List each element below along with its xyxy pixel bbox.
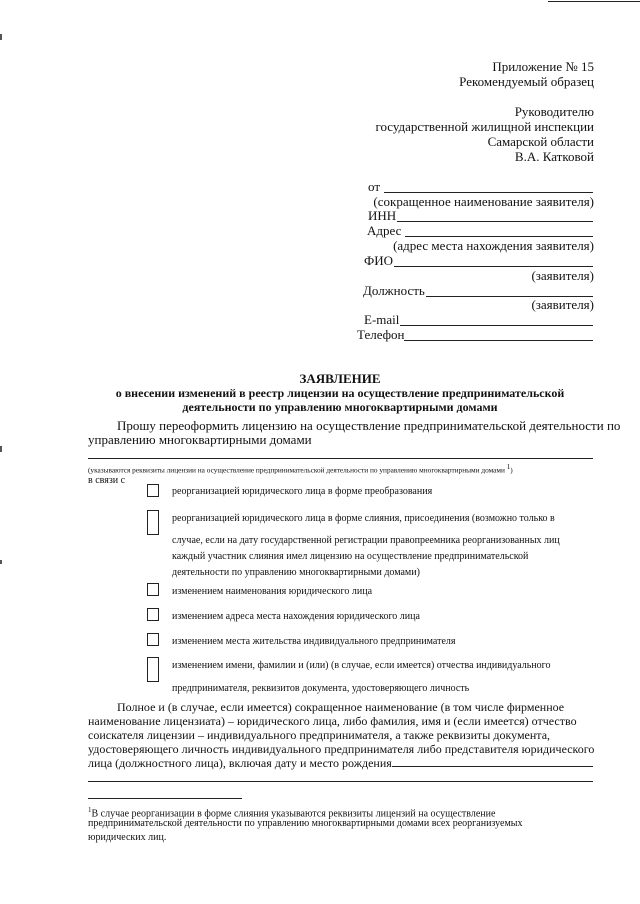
fullname-paragraph-line1: Полное и (в случае, если имеется) сокращенное наименование (в том числе фирменное: [117, 700, 565, 714]
license-details-hint: (указываются реквизиты лицензии на осуществление предпринимательской деятельности по управлению многоквартирными домами $^1$): [88, 463, 513, 475]
option-transformation: реорганизацией юридического лица в форме преобразования: [172, 486, 433, 497]
footnote-line3: юридических лиц.: [88, 832, 167, 843]
fio-label: ФИО: [364, 253, 394, 268]
option-merger-line3: каждый участник слияния имел лицензию на осуществление предпринимательской: [172, 551, 529, 562]
document-subtitle-line2: деятельности по управлению многоквартирными домами: [182, 400, 498, 414]
footnote-line2: предпринимательской деятельности по управлению многоквартирными домами всех реорганизуемых: [88, 818, 523, 829]
fullname-field-line1[interactable]: [392, 766, 593, 767]
email-label: E-mail: [364, 312, 400, 327]
scan-mark: [0, 446, 2, 452]
checkbox-name-change[interactable]: [147, 583, 159, 596]
checkbox-transformation[interactable]: [147, 484, 159, 497]
address-field[interactable]: [405, 236, 593, 237]
scan-top-line: [548, 1, 640, 2]
checkbox-fullname-change[interactable]: [147, 657, 159, 682]
option-merger-line2: случае, если на дату государственной регистрации правопреемника реорганизованных лиц: [172, 535, 560, 546]
addressee-name: В.А. Катковой: [514, 149, 594, 164]
addressee-region: Самарской области: [487, 134, 594, 149]
request-line2: управлению многоквартирными домами: [88, 432, 312, 447]
from-hint: (сокращенное наименование заявителя): [373, 194, 594, 209]
license-details-field[interactable]: [88, 458, 593, 459]
footnote-line1: $^1$В случае реорганизации в форме слияния указываются реквизиты лицензий на осуществление: [88, 806, 496, 820]
address-hint: (адрес места нахождения заявителя): [393, 238, 594, 253]
phone-field[interactable]: [404, 340, 593, 341]
sample-label: Рекомендуемый образец: [459, 74, 594, 89]
fullname-paragraph-line5: лица (должностного лица), включая дату и место рождения: [88, 756, 392, 770]
position-label: Должность: [363, 283, 425, 298]
checkbox-residence-change[interactable]: [147, 633, 159, 646]
inn-label: ИНН: [368, 208, 397, 223]
footnote-mark: 1: [88, 806, 92, 814]
request-line1: Прошу переоформить лицензию на осуществление предпринимательской деятельности по: [117, 418, 621, 433]
document-title: ЗАЯВЛЕНИЕ: [299, 371, 381, 386]
document-subtitle-line1: о внесении изменений в реестр лицензии на осуществление предпринимательской: [115, 386, 565, 400]
scan-mark: [0, 34, 2, 40]
fullname-paragraph-line4: удостоверяющего личность индивидуального предпринимателя либо представителя юридического: [88, 742, 595, 756]
scan-mark: [0, 560, 2, 564]
fio-field[interactable]: [394, 266, 593, 267]
appendix-number: Приложение № 15: [492, 59, 594, 74]
email-field[interactable]: [400, 325, 593, 326]
fullname-paragraph-line2: наименование лицензиата) – юридического лица, либо фамилия, имя и (если имеется) отчество: [88, 714, 577, 728]
footnote-separator: [88, 798, 242, 799]
option-address-change: изменением адреса места нахождения юридического лица: [172, 611, 420, 622]
fio-hint: (заявителя): [531, 268, 594, 283]
phone-label: Телефон: [357, 327, 405, 342]
inn-field[interactable]: [397, 221, 593, 222]
address-label: Адрес: [367, 223, 402, 238]
option-fullname-change-line1: изменением имени, фамилии и (или) (в случае, если имеется) отчества индивидуального: [172, 660, 551, 671]
checkbox-address-change[interactable]: [147, 608, 159, 621]
addressee-organization: государственной жилищной инспекции: [375, 119, 594, 134]
checkbox-merger[interactable]: [147, 510, 159, 535]
fullname-field-line2[interactable]: [88, 781, 593, 782]
in-connection-label: в связи с: [88, 475, 126, 486]
option-merger-line4: деятельности по управлению многоквартирными домами): [172, 567, 420, 578]
addressee-title: Руководителю: [514, 104, 594, 119]
from-label: от: [368, 179, 381, 194]
option-fullname-change-line2: предпринимателя, реквизитов документа, удостоверяющего личность: [172, 683, 470, 694]
option-name-change: изменением наименования юридического лица: [172, 586, 373, 597]
option-residence-change: изменением места жительства индивидуального предпринимателя: [172, 636, 456, 647]
position-hint: (заявителя): [531, 297, 594, 312]
fullname-paragraph-line3: соискателя лицензии – индивидуального предпринимателя, а также реквизиты документа,: [88, 728, 551, 742]
option-merger-line1: реорганизацией юридического лица в форме слияния, присоединения (возможно только в: [172, 513, 555, 524]
from-field[interactable]: [384, 192, 593, 193]
